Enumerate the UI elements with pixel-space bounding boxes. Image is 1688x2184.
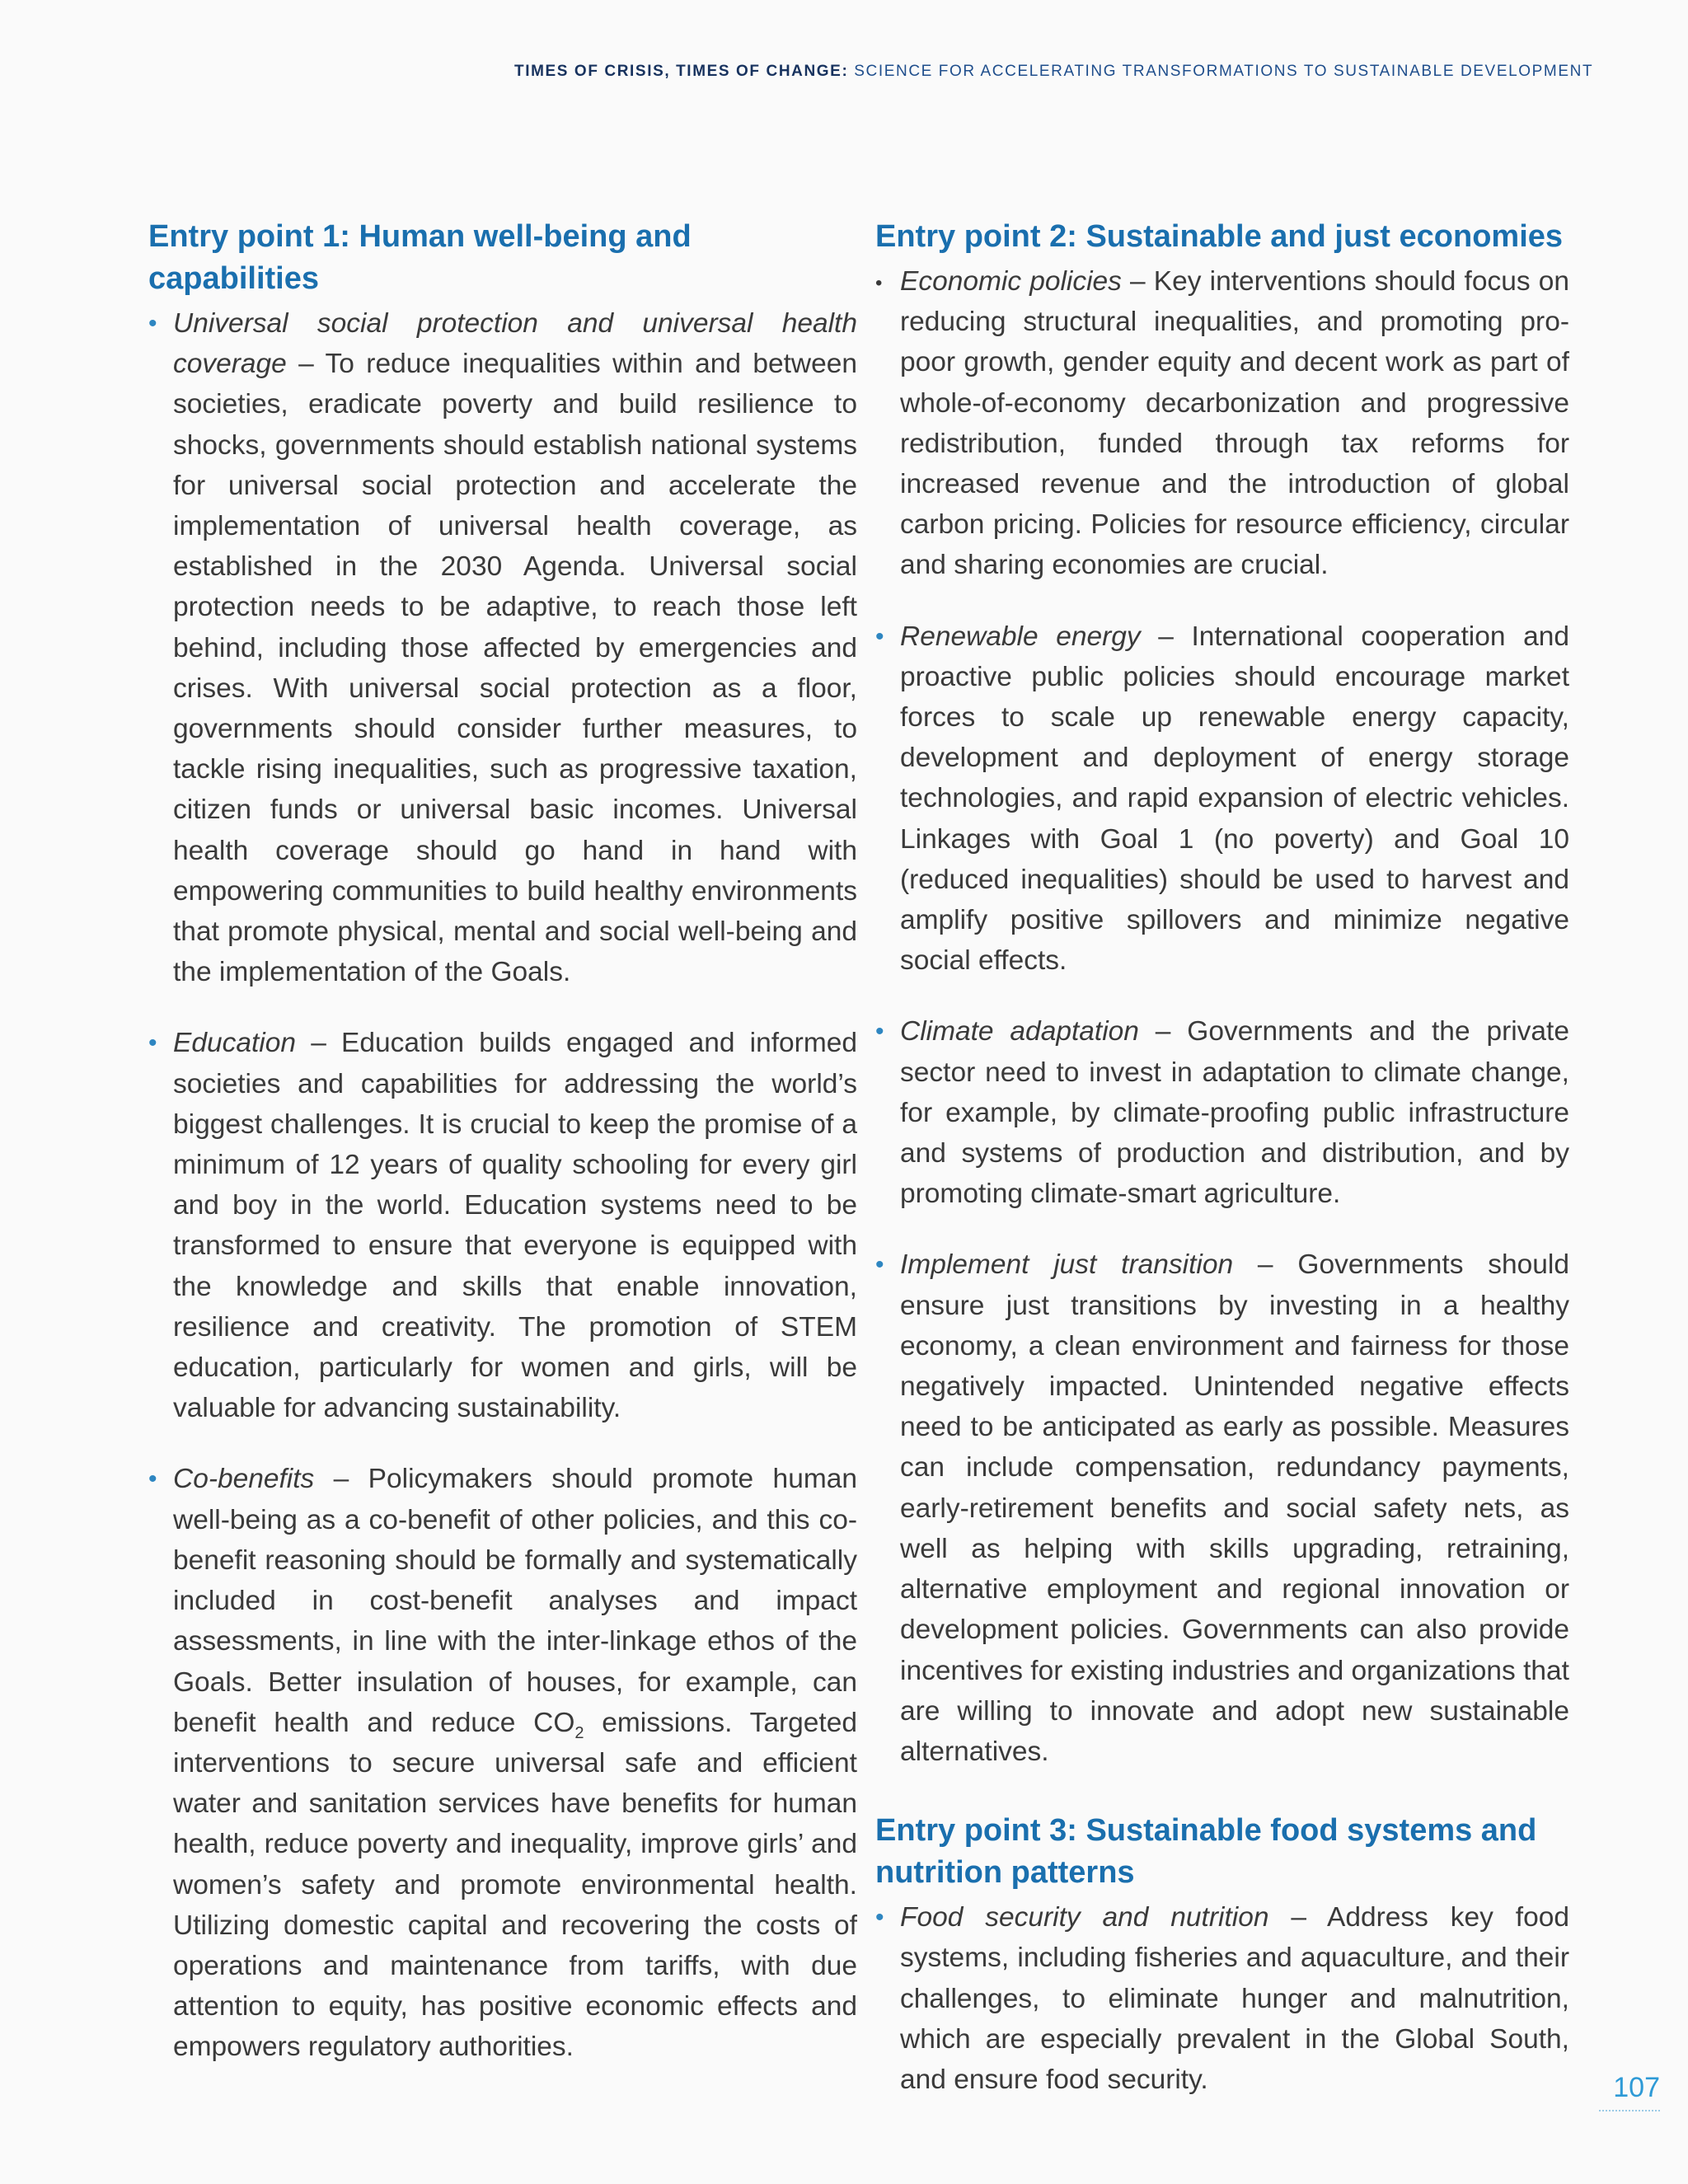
bullet-icon: •: [875, 1251, 884, 1279]
right-column: [875, 216, 1569, 2130]
bullet-icon: •: [148, 310, 157, 337]
bullet-icon: •: [148, 1465, 157, 1493]
item-text: – Education builds engaged and informed societies and capabilities for addressing the world’s biggest challenges. It is crucial to keep the promise of a minimum of 12 years of quality schooling for every girl and boy in the world. Education systems need to be transformed to ensure that everyone is equipped with the knowledge and skills that enable innovation, resilience and creativity. The promotion of STEM education, particularly for women and girls, will be valuable for advancing sustainability.: [173, 1028, 857, 1424]
page-number: 107: [1613, 2072, 1660, 2103]
item-text: – To reduce inequalities within and between societies, eradicate poverty and build resilience to shocks, governments should establish national systems for universal social protection and accelerate the implementation of universal health coverage, as established in the 2030 Agenda. Universal social protection needs to be adaptive, to reach those left behind, including those affected by emergencies and crises. With universal social protection as a floor, governments should consider further measures, to tackle rising inequalities, such as progressive taxation, citizen funds or universal basic incomes. Universal health coverage should go hand in hand with empowering communities to build healthy environments that promote physical, mental and social well-being and the implementation of the Goals.: [173, 349, 857, 988]
bullet-icon: •: [148, 1029, 157, 1057]
subscript-2: 2: [574, 1723, 584, 1742]
running-header-rest: SCIENCE FOR ACCELERATING TRANSFORMATIONS TO SUSTAINABLE DEVELOPMENT: [848, 63, 1594, 80]
list-item: [875, 261, 1569, 586]
list-item: [148, 1023, 857, 1428]
item-term: Climate adaptation: [900, 1016, 1139, 1047]
item-text: – Key interventions should focus on reducing structural inequalities, and promoting pro-poor growth, gender equity and decent work as part of whole-of-economy decarbonization and progressive redistribution, funded through tax reforms for increased revenue and the introduction of global carbon pricing. Policies for resource efficiency, circular and sharing economies are crucial.: [900, 266, 1569, 581]
left-column: [148, 216, 857, 2098]
page-number-rule: [1599, 2110, 1660, 2111]
item-term: Renewable energy: [900, 621, 1141, 652]
bullet-icon: •: [875, 1904, 884, 1932]
item-text: – Policymakers should promote human well-being as a co-benefit of other policies, and this co-benefit reasoning should be formally and systematically included in cost-benefit analyses and impact assessments, in line with the inter-linkage ethos of the Goals. Better insulation of houses, for example, can benefit health and reduce CO: [173, 1464, 857, 1738]
item-term: Co-benefits: [173, 1464, 315, 1495]
entry-point-2-heading: Entry point 2: Sustainable and just economies: [875, 219, 1564, 254]
running-header: [514, 63, 1594, 81]
entry-point-2-list: [875, 261, 1569, 1772]
item-text: – Governments and the private sector need to invest in adaptation to climate change, for example, by climate-proofing public infrastructure and systems of production and distribution, and by promoting climate-smart agriculture.: [900, 1016, 1569, 1210]
item-term: Food security and nutrition: [900, 1902, 1269, 1933]
list-item: [875, 1011, 1569, 1214]
entry-point-3-heading: Entry point 3: Sustainable food systems and nutrition patterns: [875, 1813, 1537, 1891]
running-header-strong: TIMES OF CRISIS, TIMES OF CHANGE:: [514, 63, 849, 80]
bullet-icon: •: [875, 622, 884, 650]
item-term: Education: [173, 1028, 296, 1059]
item-text-continued: emissions. Targeted interventions to secure universal safe and efficient water and sanitation services have benefits for human health, reduce poverty and inequality, improve girls’ and women’s safety and promote environmental health. Utilizing domestic capital and recovering the costs of operations and maintenance from tariffs, with due attention to equity, has positive economic effects and empowers regulatory authorities.: [173, 1707, 857, 2063]
item-text: – Address key food systems, including fisheries and aquaculture, and their challenges, to eliminate hunger and malnutrition, which are especially prevalent in the Global South, and ensure food security.: [900, 1902, 1569, 2095]
list-item: [148, 303, 857, 992]
bullet-icon: •: [875, 272, 883, 294]
list-item: [875, 1244, 1569, 1772]
list-item: [148, 1459, 857, 2067]
bullet-icon: •: [875, 1018, 884, 1046]
list-item: [875, 1897, 1569, 2100]
item-term: Economic policies: [900, 266, 1122, 297]
item-text: – Governments should ensure just transitions by investing in a healthy economy, a clean environment and fairness for those negatively impacted. Unintended negative effects need to be anticipated as early as possible. Measures can include compensation, redundancy payments, early-retirement benefits and social safety nets, as well as helping with skills upgrading, retraining, alternative employment and regional innovation or development policies. Governments can also provide incentives for existing industries and organizations that are willing to innovate and adopt new sustainable alternatives.: [900, 1249, 1569, 1767]
item-term: Universal social protection and universal health coverage: [173, 308, 857, 380]
entry-point-3-list: [875, 1897, 1569, 2100]
entry-point-1-list: [148, 303, 857, 2068]
entry-point-1-heading: Entry point 1: Human well-being and capabilities: [148, 219, 692, 296]
item-text: – International cooperation and proactive public policies should encourage market forces to scale up renewable energy capacity, development and deployment of energy storage technologies, and rapid expansion of electric vehicles. Linkages with Goal 1 (no poverty) and Goal 10 (reduced inequalities) should be used to harvest and amplify positive spillovers and minimize negative social effects.: [900, 621, 1569, 977]
item-term: Implement just transition: [900, 1249, 1234, 1281]
list-item: [875, 616, 1569, 982]
